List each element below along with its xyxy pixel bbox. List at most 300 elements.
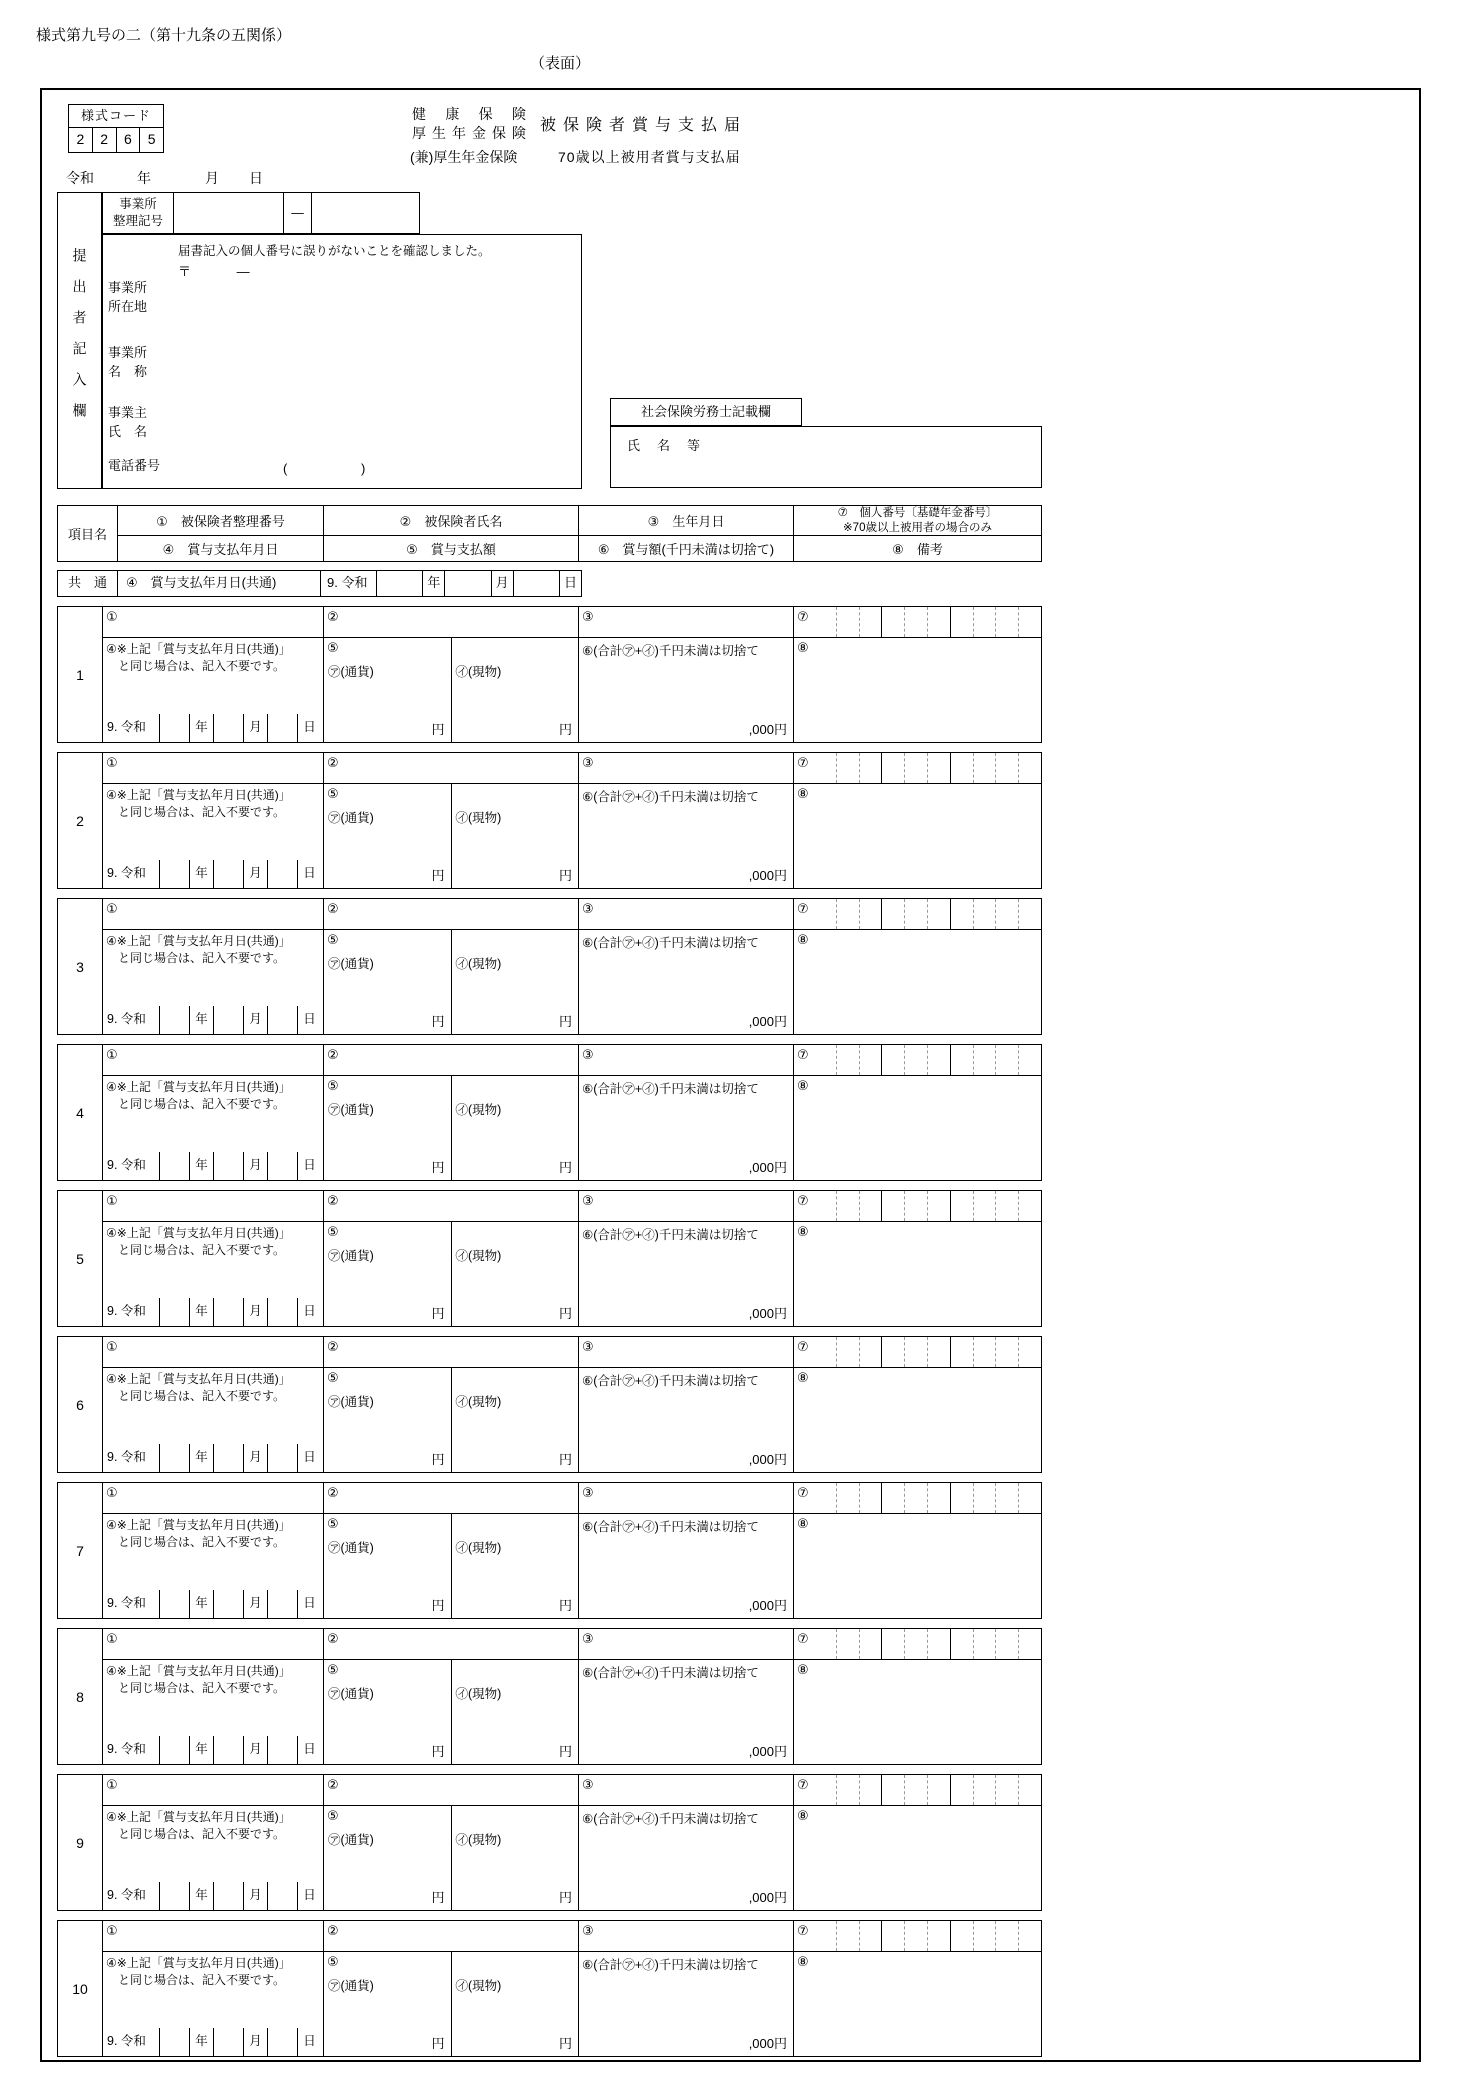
digit-cell[interactable]: [995, 1045, 1018, 1075]
field-bonus-amount[interactable]: [323, 1368, 578, 1472]
field-remarks[interactable]: [793, 1806, 1041, 1910]
field-birthdate[interactable]: [578, 1045, 793, 1075]
digit-cell[interactable]: [950, 899, 973, 929]
personal-number-digit-cells: [814, 607, 1041, 637]
bonus-total-note: ⑥(合計㋐+㋑)千円未満は切捨て: [582, 1666, 759, 1680]
digit-cell[interactable]: [814, 1921, 836, 1951]
digit-cell[interactable]: [1018, 1629, 1041, 1659]
bonus-amount-currency[interactable]: [324, 1806, 451, 1910]
day-input[interactable]: [267, 1882, 297, 1910]
digit-cell[interactable]: [836, 899, 859, 929]
digit-cell[interactable]: [927, 1045, 950, 1075]
field-insured-name[interactable]: [323, 607, 578, 637]
digit-cell[interactable]: [814, 753, 836, 783]
month-label: 月: [243, 1006, 267, 1034]
bonus-amount-currency[interactable]: [324, 1952, 451, 2056]
yen-label: 円: [558, 1160, 572, 1175]
field-bonus-date[interactable]: [103, 1368, 323, 1472]
personal-number-digit-cells: [814, 1775, 1041, 1805]
digit-cell[interactable]: [881, 1629, 904, 1659]
field-personal-number[interactable]: [793, 1921, 1041, 1951]
field-personal-number[interactable]: [793, 1045, 1041, 1075]
digit-cell[interactable]: [859, 1337, 882, 1367]
digit-cell[interactable]: [814, 1483, 836, 1513]
year-input[interactable]: [159, 1006, 189, 1034]
digit-cell[interactable]: [927, 1921, 950, 1951]
digit-cell[interactable]: [904, 607, 927, 637]
field-bonus-date[interactable]: [103, 1076, 323, 1180]
digit-cell[interactable]: [859, 899, 882, 929]
bonus-date-note-line1: ④※上記「賞与支払年月日(共通)」: [106, 934, 291, 948]
digit-cell[interactable]: [814, 1775, 836, 1805]
field-birthdate[interactable]: [578, 1483, 793, 1513]
record-main: [103, 1483, 1041, 1618]
bonus-date-note-line2: と同じ場合は、記入不要です。: [118, 1680, 286, 1695]
field-personal-number[interactable]: [793, 1775, 1041, 1805]
field-bonus-date[interactable]: [103, 930, 323, 1034]
sr-consultant-name-box[interactable]: [610, 426, 1042, 488]
month-input[interactable]: [213, 1736, 243, 1764]
era-label: 9. 令和: [107, 2034, 146, 2048]
digit-cell[interactable]: [859, 607, 882, 637]
digit-cell[interactable]: [859, 753, 882, 783]
mark-1: ①: [106, 755, 118, 770]
mark-8: ⑧: [797, 1224, 809, 1239]
currency-label: ㋐(通貨): [328, 1833, 374, 1847]
digit-cell[interactable]: [927, 1483, 950, 1513]
digit-cell[interactable]: [973, 1629, 996, 1659]
currency-label: ㋐(通貨): [328, 1979, 374, 1993]
field-birthdate[interactable]: [578, 1775, 793, 1805]
bonus-amount-inkind[interactable]: [451, 1368, 579, 1472]
digit-cell[interactable]: [995, 1483, 1018, 1513]
digit-cell[interactable]: [904, 1483, 927, 1513]
digit-cell[interactable]: [995, 1337, 1018, 1367]
mark-7: ⑦: [797, 609, 809, 624]
digit-cell[interactable]: [859, 1775, 882, 1805]
bonus-total-note: ⑥(合計㋐+㋑)千円未満は切捨て: [582, 790, 759, 804]
bonus-amount-inkind[interactable]: [451, 784, 579, 888]
digit-cell[interactable]: [859, 1191, 882, 1221]
day-input[interactable]: [267, 1006, 297, 1034]
record-number: 4: [58, 1045, 103, 1180]
field-bonus-total[interactable]: [578, 1514, 793, 1618]
field-insured-name[interactable]: [323, 899, 578, 929]
field-insured-name[interactable]: [323, 1191, 578, 1221]
record-top-row: [103, 1191, 1041, 1222]
digit-cell[interactable]: [995, 1191, 1018, 1221]
digit-cell[interactable]: [950, 1337, 973, 1367]
digit-cell[interactable]: [904, 899, 927, 929]
digit-cell[interactable]: [950, 1921, 973, 1951]
mark-2: ②: [327, 755, 339, 770]
year-input[interactable]: [159, 860, 189, 888]
mark-2: ②: [327, 1631, 339, 1646]
field-remarks[interactable]: [793, 784, 1041, 888]
mark-8: ⑧: [797, 1370, 809, 1385]
field-insured-name[interactable]: [323, 1775, 578, 1805]
bonus-amount-inkind[interactable]: [451, 1076, 579, 1180]
field-birthdate[interactable]: [578, 1191, 793, 1221]
item-name-label: 項目名: [58, 506, 118, 561]
digit-cell[interactable]: [973, 607, 996, 637]
month-label: 月: [243, 2028, 267, 2056]
bonus-total-note: ⑥(合計㋐+㋑)千円未満は切捨て: [582, 1374, 759, 1388]
digit-cell[interactable]: [904, 1191, 927, 1221]
digit-cell[interactable]: [836, 607, 859, 637]
field-bonus-amount[interactable]: [323, 1660, 578, 1764]
digit-cell[interactable]: [1018, 1191, 1041, 1221]
month-input[interactable]: [213, 1006, 243, 1034]
digit-cell[interactable]: [836, 1775, 859, 1805]
digit-cell[interactable]: [950, 1483, 973, 1513]
digit-cell[interactable]: [881, 1045, 904, 1075]
field-bonus-date[interactable]: [103, 1222, 323, 1326]
digit-cell[interactable]: [881, 899, 904, 929]
year-input[interactable]: [159, 1736, 189, 1764]
record-number: 3: [58, 899, 103, 1034]
field-bonus-total[interactable]: [578, 1222, 793, 1326]
bonus-amount-inkind[interactable]: [451, 1660, 579, 1764]
field-bonus-amount[interactable]: [323, 638, 578, 742]
month-input[interactable]: [213, 2028, 243, 2056]
digit-cell[interactable]: [904, 1775, 927, 1805]
phone-number-label: 電話番号: [108, 458, 161, 473]
field-insured-number[interactable]: [103, 1337, 323, 1367]
field-bonus-total[interactable]: [578, 1076, 793, 1180]
digit-cell[interactable]: [881, 1921, 904, 1951]
digit-cell[interactable]: [995, 1629, 1018, 1659]
bonus-total-note: ⑥(合計㋐+㋑)千円未満は切捨て: [582, 1958, 759, 1972]
era-label: 9. 令和: [107, 1742, 146, 1756]
day-input[interactable]: [267, 1590, 297, 1618]
mark-5: ⑤: [327, 1808, 339, 1823]
month-input[interactable]: [213, 714, 243, 742]
digit-cell[interactable]: [904, 753, 927, 783]
bonus-date-inputs: [103, 860, 323, 888]
field-remarks[interactable]: [793, 1660, 1041, 1764]
field-insured-number[interactable]: [103, 753, 323, 783]
paren-open: (: [283, 461, 288, 476]
digit-cell[interactable]: [836, 1921, 859, 1951]
digit-cell[interactable]: [904, 1921, 927, 1951]
field-insured-number[interactable]: [103, 1921, 323, 1951]
month-label: 月: [243, 860, 267, 888]
digit-cell[interactable]: [904, 1337, 927, 1367]
bonus-amount-inkind[interactable]: [451, 1952, 579, 2056]
bonus-amount-currency[interactable]: [324, 638, 451, 742]
common-year-input[interactable]: [376, 571, 422, 596]
submitter-info-box[interactable]: [102, 234, 582, 489]
bonus-amount-currency[interactable]: [324, 1076, 451, 1180]
bonus-amount-currency[interactable]: [324, 1514, 451, 1618]
digit-cell[interactable]: [859, 1483, 882, 1513]
field-personal-number[interactable]: [793, 607, 1041, 637]
digit-cell[interactable]: [814, 1191, 836, 1221]
day-input[interactable]: [267, 1152, 297, 1180]
field-bonus-date[interactable]: [103, 784, 323, 888]
month-input[interactable]: [213, 1590, 243, 1618]
bonus-amount-inkind[interactable]: [451, 1514, 579, 1618]
digit-cell[interactable]: [995, 607, 1018, 637]
field-bonus-total[interactable]: [578, 1368, 793, 1472]
header-personal-number: [793, 506, 1041, 535]
field-bonus-amount[interactable]: [323, 1222, 578, 1326]
day-input[interactable]: [267, 860, 297, 888]
digit-cell[interactable]: [950, 607, 973, 637]
mark-7: ⑦: [797, 755, 809, 770]
field-birthdate[interactable]: [578, 1921, 793, 1951]
field-insured-name[interactable]: [323, 753, 578, 783]
year-input[interactable]: [159, 1152, 189, 1180]
mark-1: ①: [106, 1777, 118, 1792]
day-input[interactable]: [267, 714, 297, 742]
field-remarks[interactable]: [793, 1368, 1041, 1472]
record-main: [103, 1045, 1041, 1180]
field-bonus-amount[interactable]: [323, 784, 578, 888]
digit-cell[interactable]: [814, 899, 836, 929]
side-label: （表面）: [530, 55, 591, 72]
digit-cell[interactable]: [973, 753, 996, 783]
month-input[interactable]: [213, 1152, 243, 1180]
field-remarks[interactable]: [793, 1952, 1041, 2056]
field-bonus-date[interactable]: [103, 1660, 323, 1764]
field-bonus-total[interactable]: [578, 1660, 793, 1764]
digit-cell[interactable]: [973, 1483, 996, 1513]
field-insured-name[interactable]: [323, 1921, 578, 1951]
digit-cell[interactable]: [950, 1775, 973, 1805]
digit-cell[interactable]: [836, 1191, 859, 1221]
month-input[interactable]: [213, 1882, 243, 1910]
field-personal-number[interactable]: [793, 1629, 1041, 1659]
digit-cell[interactable]: [973, 1191, 996, 1221]
year-input[interactable]: [159, 1590, 189, 1618]
digit-cell[interactable]: [950, 1191, 973, 1221]
digit-cell[interactable]: [881, 1191, 904, 1221]
digit-cell[interactable]: [814, 607, 836, 637]
field-bonus-amount[interactable]: [323, 1952, 578, 2056]
mark-3: ③: [582, 755, 594, 770]
digit-cell[interactable]: [973, 1775, 996, 1805]
bonus-date-note-line1: ④※上記「賞与支払年月日(共通)」: [106, 1080, 291, 1094]
field-remarks[interactable]: [793, 930, 1041, 1034]
digit-cell[interactable]: [881, 607, 904, 637]
day-label: 日: [297, 1006, 321, 1034]
field-remarks[interactable]: [793, 1222, 1041, 1326]
field-birthdate[interactable]: [578, 1629, 793, 1659]
field-insured-number[interactable]: [103, 1191, 323, 1221]
digit-cell[interactable]: [973, 899, 996, 929]
digit-cell[interactable]: [859, 1921, 882, 1951]
digit-cell[interactable]: [995, 1921, 1018, 1951]
digit-cell[interactable]: [1018, 1483, 1041, 1513]
year-label: 年: [189, 1298, 213, 1326]
field-bonus-date[interactable]: [103, 1806, 323, 1910]
digit-cell[interactable]: [973, 1045, 996, 1075]
bonus-total-note: ⑥(合計㋐+㋑)千円未満は切捨て: [582, 644, 759, 658]
field-personal-number[interactable]: [793, 753, 1041, 783]
field-personal-number[interactable]: [793, 1483, 1041, 1513]
field-insured-number[interactable]: [103, 1629, 323, 1659]
day-input[interactable]: [267, 1736, 297, 1764]
digit-cell[interactable]: [950, 753, 973, 783]
bonus-amount-currency[interactable]: [324, 1222, 451, 1326]
field-bonus-total[interactable]: [578, 1952, 793, 2056]
field-remarks[interactable]: [793, 1076, 1041, 1180]
field-insured-number[interactable]: [103, 607, 323, 637]
yen-label: 円: [558, 1014, 572, 1029]
field-bonus-total[interactable]: [578, 638, 793, 742]
field-bonus-total[interactable]: [578, 1806, 793, 1910]
digit-cell[interactable]: [1018, 1045, 1041, 1075]
field-insured-number[interactable]: [103, 1483, 323, 1513]
bonus-amount-currency[interactable]: [324, 1368, 451, 1472]
digit-cell[interactable]: [904, 1629, 927, 1659]
digit-cell[interactable]: [1018, 1921, 1041, 1951]
field-bonus-amount[interactable]: [323, 1514, 578, 1618]
year-input[interactable]: [159, 1444, 189, 1472]
phone-number-field[interactable]: [283, 461, 365, 476]
field-remarks[interactable]: [793, 638, 1041, 742]
field-bonus-amount[interactable]: [323, 1806, 578, 1910]
common-month-input[interactable]: [444, 571, 490, 596]
currency-label: ㋐(通貨): [328, 1103, 374, 1117]
digit-cell[interactable]: [881, 1337, 904, 1367]
digit-cell[interactable]: [881, 1775, 904, 1805]
record-block: [57, 898, 1042, 1035]
bonus-date-note: [103, 638, 323, 714]
year-input[interactable]: [159, 2028, 189, 2056]
field-insured-number[interactable]: [103, 1775, 323, 1805]
field-birthdate[interactable]: [578, 899, 793, 929]
bonus-date-note: [103, 1368, 323, 1444]
year-input[interactable]: [159, 714, 189, 742]
year-input[interactable]: [159, 1298, 189, 1326]
digit-cell[interactable]: [950, 1629, 973, 1659]
field-insured-name[interactable]: [323, 1629, 578, 1659]
office-code-input-1[interactable]: [174, 192, 284, 234]
digit-cell[interactable]: [814, 1629, 836, 1659]
submission-date[interactable]: [66, 168, 326, 186]
field-insured-name[interactable]: [323, 1045, 578, 1075]
digit-cell[interactable]: [1018, 1775, 1041, 1805]
field-remarks[interactable]: [793, 1514, 1041, 1618]
digit-cell[interactable]: [995, 1775, 1018, 1805]
digit-cell[interactable]: [995, 753, 1018, 783]
month-label: 月: [243, 1298, 267, 1326]
digit-cell[interactable]: [927, 1191, 950, 1221]
bonus-amount-currency[interactable]: [324, 1660, 451, 1764]
digit-cell[interactable]: [927, 753, 950, 783]
digit-cell[interactable]: [1018, 899, 1041, 929]
digit-cell[interactable]: [1018, 1337, 1041, 1367]
digit-cell[interactable]: [836, 1045, 859, 1075]
bonus-amount-inkind[interactable]: [451, 1222, 579, 1326]
field-birthdate[interactable]: [578, 607, 793, 637]
month-input[interactable]: [213, 860, 243, 888]
bonus-amount-inkind[interactable]: [451, 638, 579, 742]
postal-code-field[interactable]: [178, 261, 250, 280]
day-input[interactable]: [267, 2028, 297, 2056]
postal-mark: 〒: [178, 264, 192, 279]
digit-cell[interactable]: [814, 1045, 836, 1075]
mark-2: ②: [327, 609, 339, 624]
field-bonus-date[interactable]: [103, 638, 323, 742]
digit-cell[interactable]: [973, 1921, 996, 1951]
digit-cell[interactable]: [927, 899, 950, 929]
digit-cell[interactable]: [881, 1483, 904, 1513]
yen-label: 円: [431, 1598, 445, 1613]
bonus-date-inputs: [103, 714, 323, 742]
mark-2: ②: [327, 1923, 339, 1938]
digit-cell[interactable]: [1018, 753, 1041, 783]
mark-1: ①: [106, 1193, 118, 1208]
digit-cell[interactable]: [973, 1337, 996, 1367]
field-insured-name[interactable]: [323, 1483, 578, 1513]
bonus-amount-inkind[interactable]: [451, 1806, 579, 1910]
bonus-amount-currency[interactable]: [324, 784, 451, 888]
digit-cell[interactable]: [836, 753, 859, 783]
digit-cell[interactable]: [1018, 607, 1041, 637]
digit-cell[interactable]: [904, 1045, 927, 1075]
digit-cell[interactable]: [927, 1337, 950, 1367]
field-insured-number[interactable]: [103, 1045, 323, 1075]
field-bonus-total[interactable]: [578, 930, 793, 1034]
digit-cell[interactable]: [836, 1629, 859, 1659]
bonus-amount-currency[interactable]: [324, 930, 451, 1034]
digit-cell[interactable]: [927, 607, 950, 637]
day-label: 日: [297, 1736, 321, 1764]
year-input[interactable]: [159, 1882, 189, 1910]
field-birthdate[interactable]: [578, 753, 793, 783]
bonus-amount-inkind[interactable]: [451, 930, 579, 1034]
mark-3: ③: [582, 901, 594, 916]
mark-5: ⑤: [327, 1078, 339, 1093]
digit-cell[interactable]: [927, 1629, 950, 1659]
digit-cell[interactable]: [836, 1483, 859, 1513]
field-bonus-amount[interactable]: [323, 930, 578, 1034]
month-input[interactable]: [213, 1298, 243, 1326]
field-bonus-total[interactable]: [578, 784, 793, 888]
digit-cell[interactable]: [814, 1337, 836, 1367]
month-label: 月: [243, 1736, 267, 1764]
field-bonus-date[interactable]: [103, 1952, 323, 2056]
digit-cell[interactable]: [927, 1775, 950, 1805]
digit-cell[interactable]: [995, 899, 1018, 929]
field-insured-number[interactable]: [103, 899, 323, 929]
day-input[interactable]: [267, 1298, 297, 1326]
bonus-date-note-line2: と同じ場合は、記入不要です。: [118, 1534, 286, 1549]
field-bonus-date[interactable]: [103, 1514, 323, 1618]
field-bonus-amount[interactable]: [323, 1076, 578, 1180]
field-personal-number[interactable]: [793, 899, 1041, 929]
office-code-input-2[interactable]: [312, 192, 420, 234]
field-birthdate[interactable]: [578, 1337, 793, 1367]
day-input[interactable]: [267, 1444, 297, 1472]
digit-cell[interactable]: [950, 1045, 973, 1075]
digit-cell[interactable]: [836, 1337, 859, 1367]
field-personal-number[interactable]: [793, 1191, 1041, 1221]
field-personal-number[interactable]: [793, 1337, 1041, 1367]
digit-cell[interactable]: [859, 1045, 882, 1075]
owner-name-label: 事業主 氏 名: [108, 405, 148, 439]
digit-cell[interactable]: [881, 753, 904, 783]
field-insured-name[interactable]: [323, 1337, 578, 1367]
common-day-input[interactable]: [513, 571, 559, 596]
digit-cell[interactable]: [859, 1629, 882, 1659]
bonus-date-note: [103, 1952, 323, 2028]
month-input[interactable]: [213, 1444, 243, 1472]
